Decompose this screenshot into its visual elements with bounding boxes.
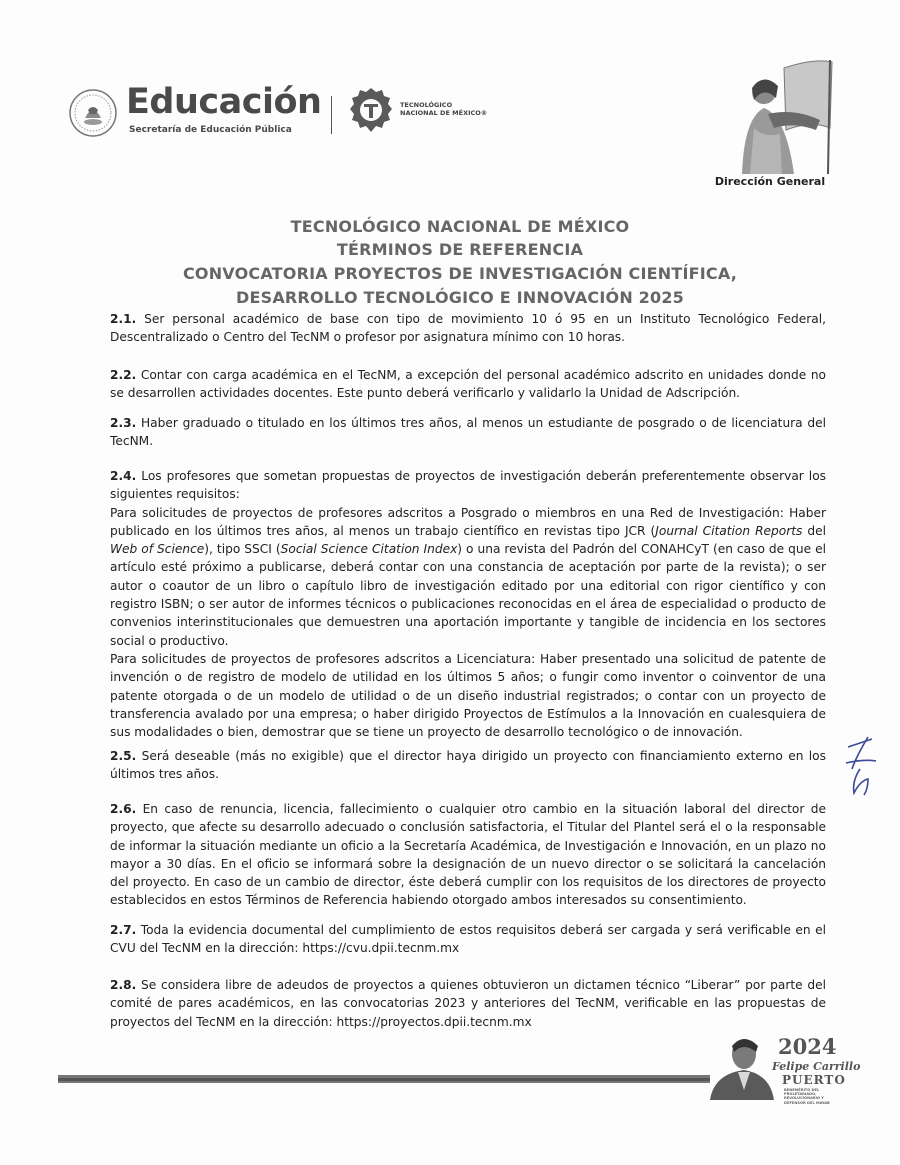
mexico-seal-icon — [68, 88, 118, 138]
posgrado-requirements — [110, 504, 826, 650]
felipe-carrillo-portrait-icon — [704, 1032, 776, 1100]
section-number: 2.2. — [110, 368, 137, 382]
section-text: Se considera libre de adeudos de proyectos a quienes obtuvieron un dictamen técnico “Liberar” por parte del comité de pares académicos, en las convocatorias 2023 y anteriores del TecNM, verificable en las propuestas de proyectos del TecNM en la dirección: https://proyectos.dpii.tecnm.mx — [110, 978, 827, 1029]
footer-caption: BENEMÉRITO DEL PROLETARIADO, REVOLUCIONARIO Y DEFENSOR DEL MAYAB — [784, 1088, 830, 1105]
education-subtitle: Secretaría de Educación Pública — [129, 125, 292, 135]
section-2-6 — [110, 800, 826, 910]
section-number: 2.1. — [110, 312, 137, 326]
licenciatura-requirements: Para solicitudes de proyectos de profesores adscritos a Licenciatura: Haber presentado una solicitud de patente de invención o de registro de modelo de utilidad en los últimos 5 años; o fungir como inventor o coinventor de una patente otorgada o de un modelo de utilidad o de un diseño industrial registrados; o contar con un proyecto de transferencia avalado por una empresa; o haber dirigido Proyectos de Estímulos a la Innovación en cualesquiera de sus modalidades o bien, demostrar que se tiene un proyecto de desarrollo tecnológico o de innovación. — [110, 651, 826, 740]
text-run-italic: Social Science Citation Index — [280, 542, 458, 557]
text-run: del — [802, 523, 826, 538]
section-2-2 — [110, 366, 826, 403]
section-text: Ser personal académico de base con tipo de movimiento 10 ó 95 en un Instituto Tecnológico Federal, Descentralizado o Centro del TecNM o profesor por asignatura mínimo con 10 horas. — [110, 312, 826, 345]
section-text: Haber graduado o titulado en los últimos tres años, al menos un estudiante de posgrado o de licenciatura del TecNM. — [110, 416, 826, 449]
section-intro: Los profesores que sometan propuestas de proyectos de investigación deberán preferentemente observar los siguientes requisitos: — [110, 469, 826, 502]
header-separator — [331, 96, 332, 134]
doc-title-line-1: TECNOLÓGICO NACIONAL DE MÉXICO — [290, 217, 630, 236]
text-run-italic: Web of Science — [110, 542, 205, 557]
section-text: Toda la evidencia documental del cumplimiento de estos requisitos deberá ser cargada y será verificable en el CVU del TecNM en la dirección: https://cvu.dpii.tecnm.mx — [110, 923, 827, 956]
section-number: 2.5. — [110, 749, 137, 763]
flag-woman-illustration-icon — [724, 58, 836, 174]
education-title: Educación — [126, 82, 322, 122]
section-number: 2.4. — [110, 469, 137, 483]
section-2-4 — [110, 467, 826, 741]
text-run: Para solicitudes de proyectos de profesores adscritos a Posgrado o miembros en una Red de Investigación: Haber publicado en los últimos tres años, al menos un trabajo científico en revistas tipo JCR ( — [110, 505, 826, 538]
section-number: 2.3. — [110, 416, 137, 430]
section-number: 2.8. — [110, 978, 137, 992]
footer-bar-shadow — [58, 1078, 710, 1081]
section-2-7 — [110, 921, 826, 958]
doc-title-line-3: CONVOCATORIA PROYECTOS DE INVESTIGACIÓN CIENTÍFICA, — [182, 264, 738, 283]
footer-year: 2024 — [778, 1034, 837, 1059]
footer-name: Felipe Carrillo — [772, 1060, 861, 1073]
text-run: ), tipo SSCI ( — [204, 542, 281, 557]
text-run: ) o una revista del Padrón del CONAHCyT (en caso de que el artículo esté próximo a publicarse, deberá contar con una constancia de aceptación por parte de la revista); o ser autor o coautor de un libro o capítulo libro de investigación editado por una editorial con rigor científico y con registro ISBN; o ser autor de informes técnicos o publicaciones reconocidas en el área de especialidad o producto de convenios interinstitucionales que demuestren una aportación importante y tangible de incidencia en los sectores social o productivo. — [110, 542, 826, 648]
section-number: 2.7. — [110, 923, 137, 937]
section-2-3 — [110, 414, 826, 451]
tecnm-wordmark: TECNOLÓGICO NACIONAL DE MÉXICO® — [400, 101, 488, 117]
text-run-italic: Journal Citation Reports — [655, 523, 803, 538]
section-number: 2.6. — [110, 802, 137, 816]
doc-title-line-4: DESARROLLO TECNOLÓGICO E INNOVACIÓN 2025 — [235, 288, 685, 307]
section-2-5 — [110, 747, 826, 784]
doc-title-line-2: TÉRMINOS DE REFERENCIA — [336, 240, 584, 259]
tecnm-gear-logo-icon — [348, 86, 394, 138]
section-2-1 — [110, 310, 826, 347]
section-2-8 — [110, 976, 826, 1031]
section-text: Será deseable (más no exigible) que el director haya dirigido un proyecto con financiamiento externo en los últimos tres años. — [110, 749, 826, 782]
section-text: En caso de renuncia, licencia, fallecimiento o cualquier otro cambio en la situación laboral del director de proyecto, que afecte su desarrollo adecuado o conclusión satisfactoria, el Titular del Plantel será el o la responsable de informar la situación mediante un oficio a la Secretaría Académica, de Investigación e Innovación, en un plazo no mayor a 30 días. En el oficio se informará sobre la designación de un nuevo director o se solicitará la cancelación del proyecto. En caso de un cambio de director, éste deberá cumplir con los requisitos de los directores de proyecto establecidos en estos Términos de Referencia habiendo otorgado ambos interesados su consentimiento. — [110, 802, 826, 908]
direction-label: Dirección General — [714, 175, 826, 188]
footer-surname: PUERTO — [782, 1073, 846, 1087]
handwritten-initials-signature — [838, 735, 888, 797]
section-text: Contar con carga académica en el TecNM, a excepción del personal académico adscrito en unidades donde no se desarrollen actividades docentes. Este punto deberá verificarlo y validarlo la Unidad de Adscripción. — [110, 368, 826, 401]
